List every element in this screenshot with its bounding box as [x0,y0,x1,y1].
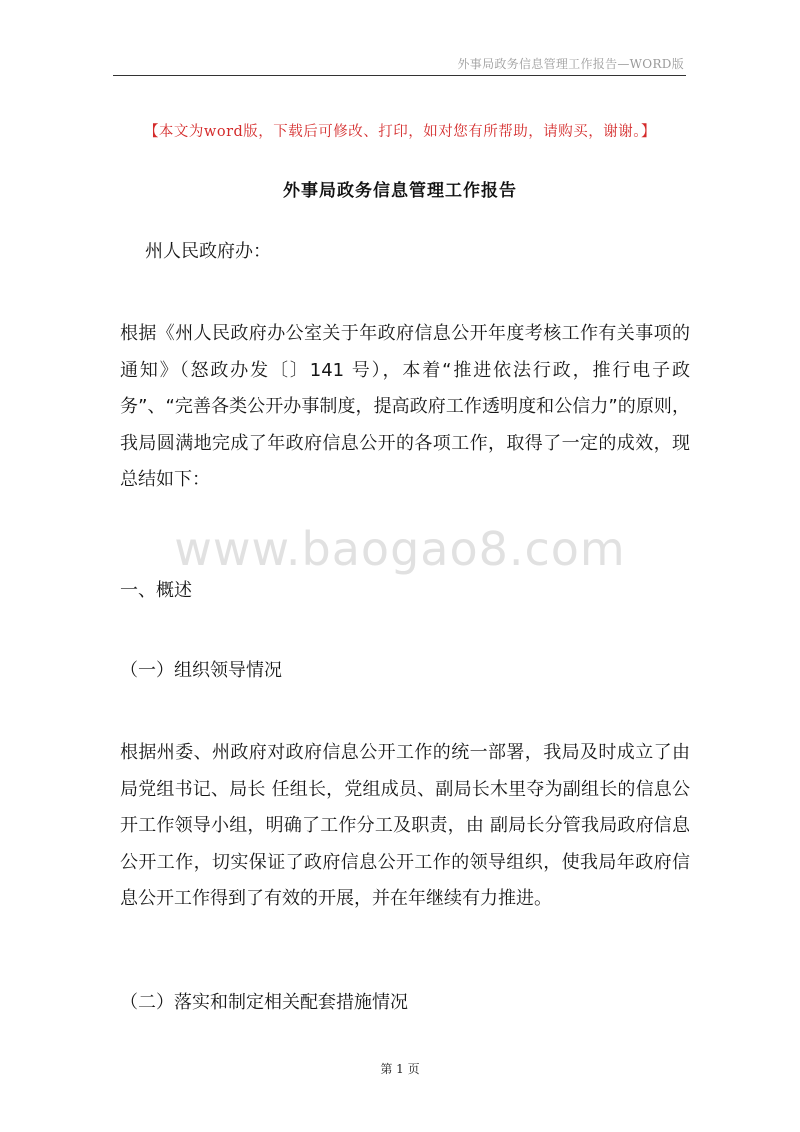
page-number: 第 1 页 [380,1062,420,1076]
salutation: 州人民政府办： [145,241,271,262]
header-divider [113,75,686,76]
intro-paragraph: 根据《州人民政府办公室关于年政府信息公开年度考核工作有关事项的通知》（怒政办发〔〕141 号），本着“推进依法行政，推行电子政务”、“完善各类公开办事制度，提高政府工作透明度和公信力”的原则，我局圆满地完成了年政府信息公开的各项工作，取得了一定的成效，现总结如下： [120,323,690,490]
watermark: www.baogao8.com [174,522,626,576]
organization-paragraph: 根据州委、州政府对政府信息公开工作的统一部署，我局及时成立了由局党组书记、局长 任组长，党组成员、副局长木里夺为副组长的信息公开工作领导小组，明确了工作分工及职责，由 副局长分管我局政府信息公开工作，切实保证了政府信息公开工作的领导组织，使我局年政府信息公开工作得到了有效的开展，并在年继续有力推进。 [120,742,690,909]
document-title: 外事局政务信息管理工作报告 [283,181,517,201]
subsection-heading-measures: （二）落实和制定相关配套措施情况 [120,992,408,1013]
purchase-notice: 【本文为word版，下载后可修改、打印，如对您有所帮助，请购买，谢谢。】 [143,124,657,140]
subsection-heading-organization: （一）组织领导情况 [120,660,282,681]
running-header: 外事局政务信息管理工作报告—WORD版 [457,57,684,71]
section-heading-overview: 一、概述 [120,580,192,601]
